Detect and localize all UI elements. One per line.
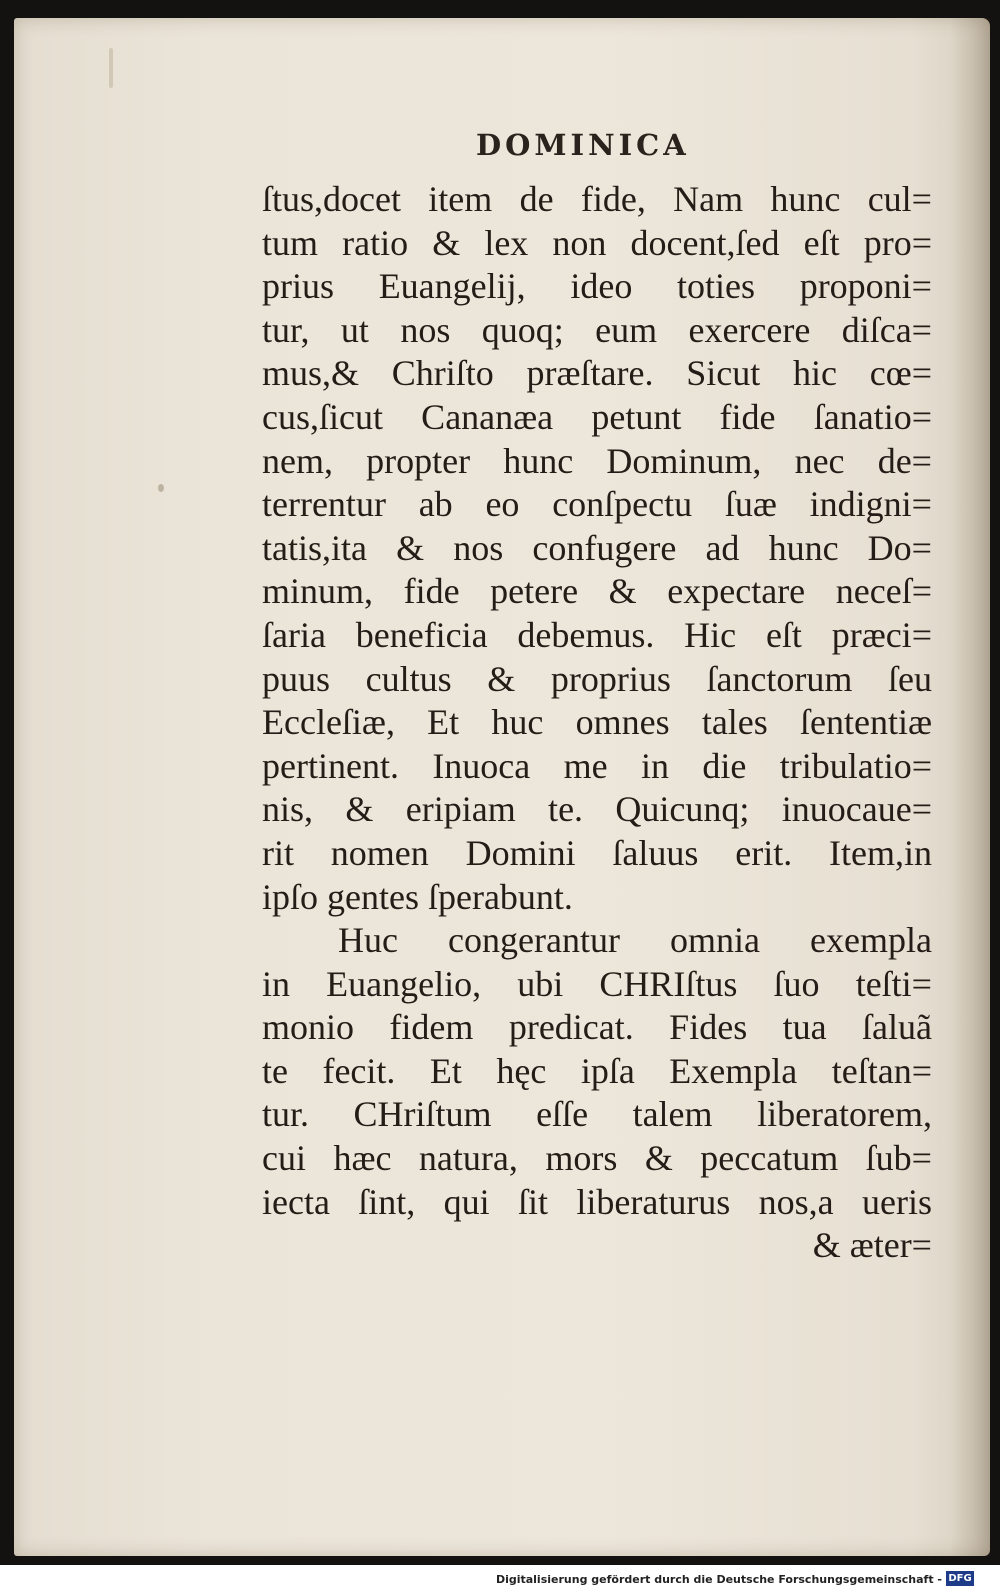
text-line: minum, fide petere & expectare neceſ=: [262, 571, 932, 612]
text-line: ſtus,docet item de fide, Nam hunc cul=: [262, 179, 932, 219]
text-line: mus,& Chriſto præſtare. Sicut hic cœ=: [262, 353, 932, 394]
text-line: Eccleſiæ, Et huc omnes tales ſententiæ: [262, 702, 932, 743]
paper-stain: [158, 484, 164, 492]
text-line: tur. CHriſtum eſſe talem liberatorem,: [262, 1094, 932, 1135]
text-line: tur, ut nos quoq; eum exercere diſca=: [262, 309, 932, 350]
text-line: terrentur ab eo conſpectu ſuæ indigni=: [262, 484, 932, 525]
digitization-credit: Digitalisierung gefördert durch die Deutsche Forschungsgemeinschaft -: [495, 1573, 942, 1586]
catchword: & æter=: [812, 1225, 932, 1266]
text-line: Huc congerantur omnia exempla: [338, 920, 932, 961]
text-line: cui hæc natura, mors & peccatum ſub=: [262, 1138, 932, 1179]
running-header: DOMINICA: [476, 128, 690, 162]
text-line: nem, propter hunc Dominum, nec de=: [262, 440, 932, 481]
text-line: puus cultus & proprius ſanctorum ſeu: [262, 658, 932, 699]
text-line: nis, & eripiam te. Quicunq; inuocaue=: [262, 789, 932, 830]
text-line: iecta ſint, qui ſit liberaturus nos,a ueris: [262, 1181, 932, 1222]
text-line: monio fidem predicat. Fides tua ſaluã: [262, 1007, 932, 1048]
text-line: cus,ſicut Cananæa petunt fide ſanatio=: [262, 396, 932, 437]
text-line: te fecit. Et hęc ipſa Exempla teſtan=: [262, 1050, 932, 1091]
text-line: prius Euangelij, ideo toties proponi=: [262, 266, 932, 307]
text-line: pertinent. Inuoca me in die tribulatio=: [262, 745, 932, 786]
paper-stain: [109, 48, 113, 88]
text-line: tatis,ita & nos confugere ad hunc Do=: [262, 527, 932, 568]
page-edge-shadow: [950, 18, 990, 1556]
footer-bar: [0, 1565, 1000, 1596]
text-line: in Euangelio, ubi CHRIſtus ſuo teſti=: [262, 963, 932, 1004]
text-line: ſaria beneficia debemus. Hic eſt præci=: [262, 614, 932, 655]
text-line: tum ratio & lex non docent,ſed eſt pro=: [262, 222, 932, 263]
body-text: [262, 178, 932, 1268]
text-line: ipſo gentes ſperabunt.: [262, 876, 573, 917]
dfg-logo-icon: DFG: [946, 1571, 974, 1586]
text-line: rit nomen Domini ſaluus erit. Item,in: [262, 832, 932, 873]
